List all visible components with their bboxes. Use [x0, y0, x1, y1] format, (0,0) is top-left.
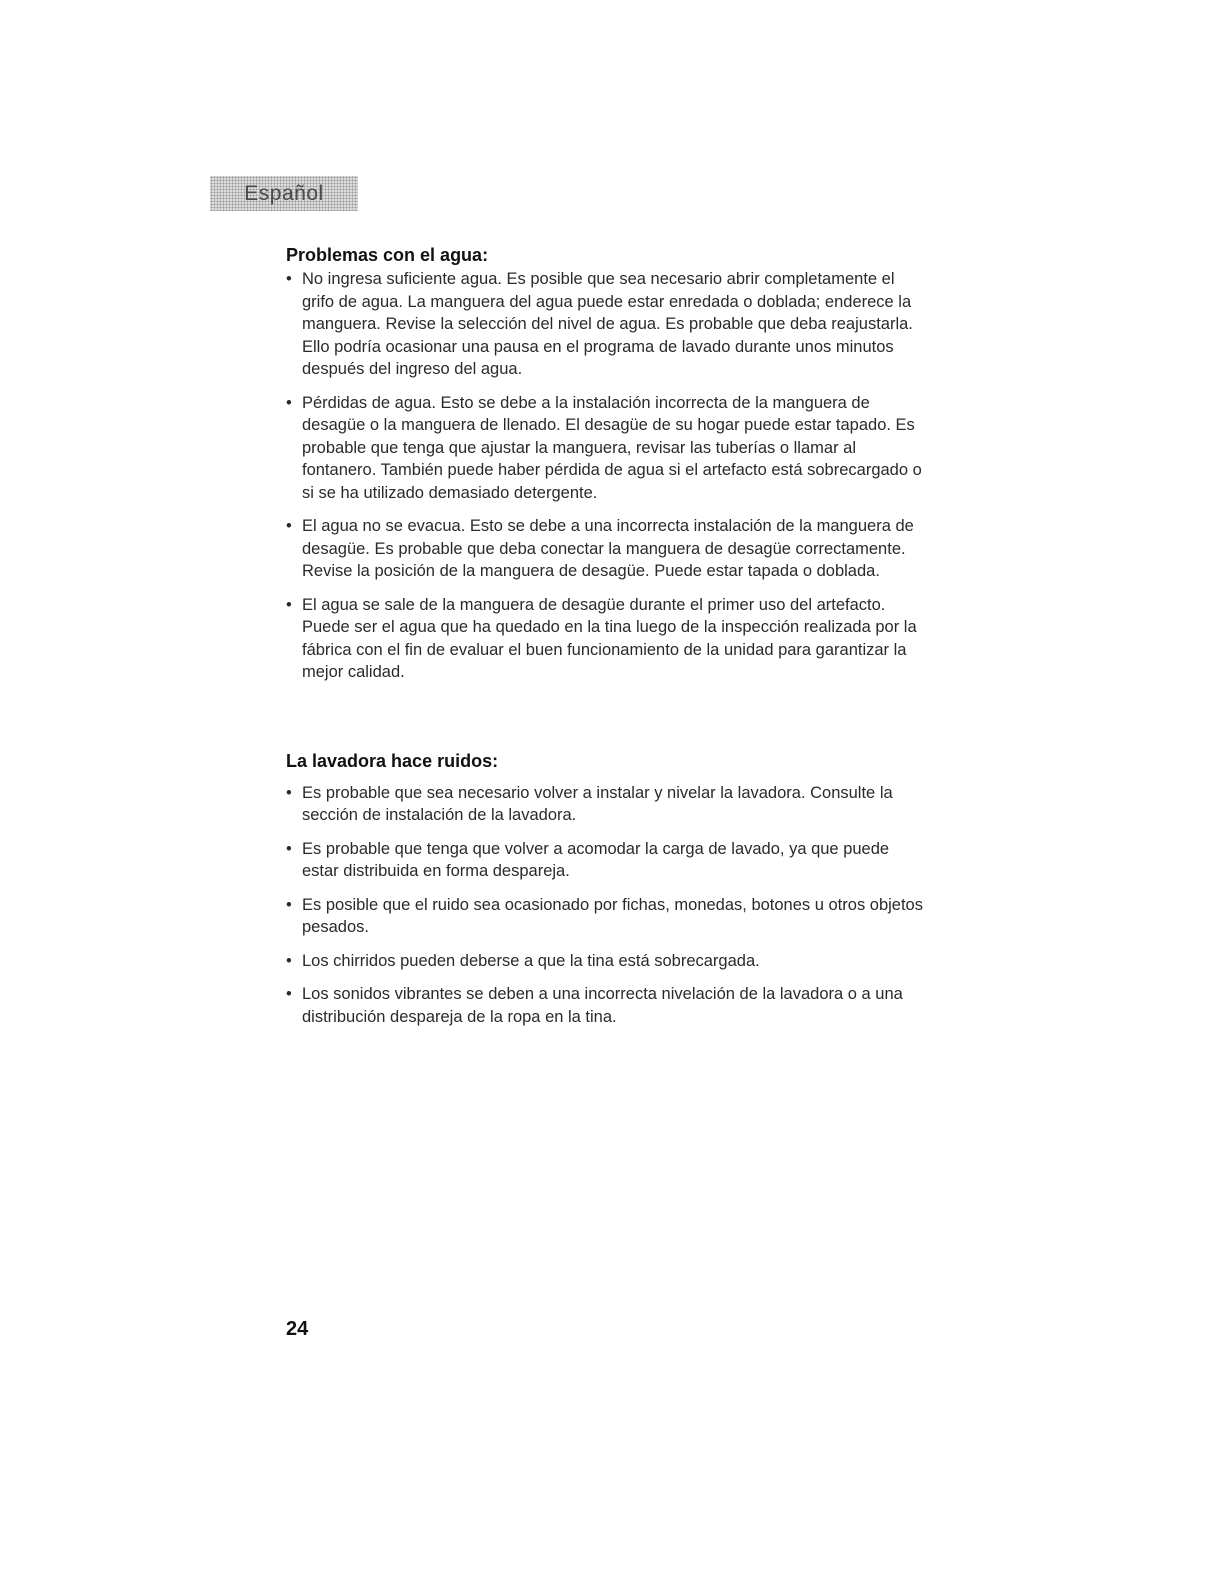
list-item — [286, 782, 926, 827]
bullet-icon: • — [286, 839, 292, 858]
list-item-text: Pérdidas de agua. Esto se debe a la instalación incorrecta de la manguera de desagüe o la manguera de llenado. El desagüe de su hogar puede estar tapado. Es probable que tenga que ajustar la manguera, revisar las tuberías o llamar al fontanero. También puede haber pérdida de agua si el artefacto está sobrecargado o si se ha utilizado demasiado detergente. — [302, 393, 922, 502]
list-item — [286, 268, 926, 381]
water-problems-list — [286, 268, 926, 684]
list-item-text: Es probable que tenga que volver a acomodar la carga de lavado, ya que puede estar distribuida en forma despareja. — [302, 839, 890, 880]
list-item — [286, 983, 926, 1028]
list-item-text: Los chirridos pueden deberse a que la tina está sobrecargada. — [302, 951, 760, 970]
bullet-icon: • — [286, 393, 292, 412]
page-number: 24 — [286, 1318, 309, 1340]
list-item-text: Es posible que el ruido sea ocasionado por fichas, monedas, botones u otros objetos pesados. — [302, 895, 923, 936]
section-heading-water-problems: Problemas con el agua: — [286, 245, 489, 265]
bullet-icon: • — [286, 985, 292, 1003]
section-heading-washer-noise: La lavadora hace ruidos: — [286, 750, 499, 771]
bullet-icon: • — [286, 517, 292, 535]
list-item-text: No ingresa suficiente agua. Es posible que sea necesario abrir completamente el grifo de agua. La manguera del agua puede estar enredada o doblada; enderece la manguera. Revise la selección del nivel de agua. Es probable que deba reajustarla. Ello podría ocasionar una pausa en el programa de lavado durante unos minutos después del ingreso del agua. — [302, 270, 913, 378]
section-washer-noise — [286, 750, 926, 1029]
list-item-text: Los sonidos vibrantes se deben a una incorrecta nivelación de la lavadora o a una distribución despareja de la ropa en la tina. — [302, 985, 903, 1026]
list-item — [286, 515, 926, 583]
list-item-text: Es probable que sea necesario volver a instalar y nivelar la lavadora. Consulte la sección de instalación de la lavadora. — [302, 783, 893, 824]
list-item-text: El agua no se evacua. Esto se debe a una incorrecta instalación de la manguera de desagüe. Es probable que deba conectar la manguera de desagüe correctamente. Revise la posición de la manguera de desagüe. Puede estar tapada o doblada. — [302, 517, 914, 580]
bullet-icon: • — [286, 895, 292, 914]
list-item — [286, 392, 926, 505]
page-content — [286, 244, 926, 1039]
list-item — [286, 950, 926, 973]
bullet-icon: • — [286, 783, 292, 802]
bullet-icon: • — [286, 595, 292, 614]
section-water-problems — [286, 244, 926, 684]
washer-noise-list — [286, 782, 926, 1029]
language-tab: Español — [210, 176, 358, 211]
list-item — [286, 594, 926, 684]
list-item — [286, 838, 926, 883]
list-item-text: El agua se sale de la manguera de desagüe durante el primer uso del artefacto. Puede ser el agua que ha quedado en la tina luego de la inspección realizada por la fábrica con el fin de evaluar el buen funcionamiento de la unidad para garantizar la mejor calidad. — [302, 595, 917, 681]
list-item — [286, 894, 926, 939]
bullet-icon: • — [286, 270, 292, 288]
bullet-icon: • — [286, 951, 292, 970]
